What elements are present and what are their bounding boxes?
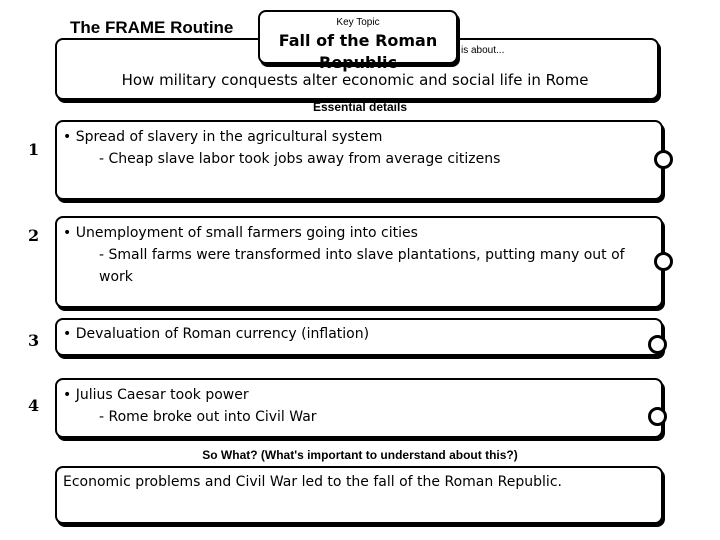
essential-details-label: Essential details <box>312 100 408 114</box>
detail-box <box>55 378 663 438</box>
detail-bullet: • Devaluation of Roman currency (inflation) <box>63 326 370 342</box>
main-idea-text: How military conquests alter economic and social life in Rome <box>121 71 589 89</box>
so-what-label: So What? (What's important to understand about this?) <box>202 448 518 462</box>
key-topic-text: Fall of the Roman Republic <box>278 31 438 72</box>
connector-circle-icon <box>654 150 673 169</box>
detail-sub: - Rome broke out into Civil War <box>99 409 317 425</box>
detail-number: 3 <box>28 331 40 350</box>
detail-sub: - Cheap slave labor took jobs away from average citizens <box>99 151 501 167</box>
routine-title: The FRAME Routine <box>70 18 234 37</box>
detail-box <box>55 318 663 356</box>
is-about-label: is about... <box>461 45 505 56</box>
detail-number: 4 <box>28 396 40 415</box>
detail-box <box>55 120 663 200</box>
detail-number: 2 <box>28 226 40 245</box>
connector-circle-icon <box>654 252 673 271</box>
key-topic-box <box>258 10 458 72</box>
key-topic-label: Key Topic <box>336 17 380 28</box>
so-what-text: Economic problems and Civil War led to the fall of the Roman Republic. <box>63 474 562 490</box>
connector-circle-icon <box>648 335 667 354</box>
detail-number: 1 <box>28 140 40 159</box>
detail-sub: - Small farms were transformed into slave plantations, putting many out of work <box>99 247 625 285</box>
detail-bullet: • Spread of slavery in the agricultural system <box>63 129 383 145</box>
connector-circle-icon <box>648 407 667 426</box>
detail-box <box>55 216 663 308</box>
so-what-box <box>55 466 663 524</box>
detail-bullet: • Julius Caesar took power <box>63 387 249 403</box>
detail-bullet: • Unemployment of small farmers going into cities <box>63 225 418 241</box>
